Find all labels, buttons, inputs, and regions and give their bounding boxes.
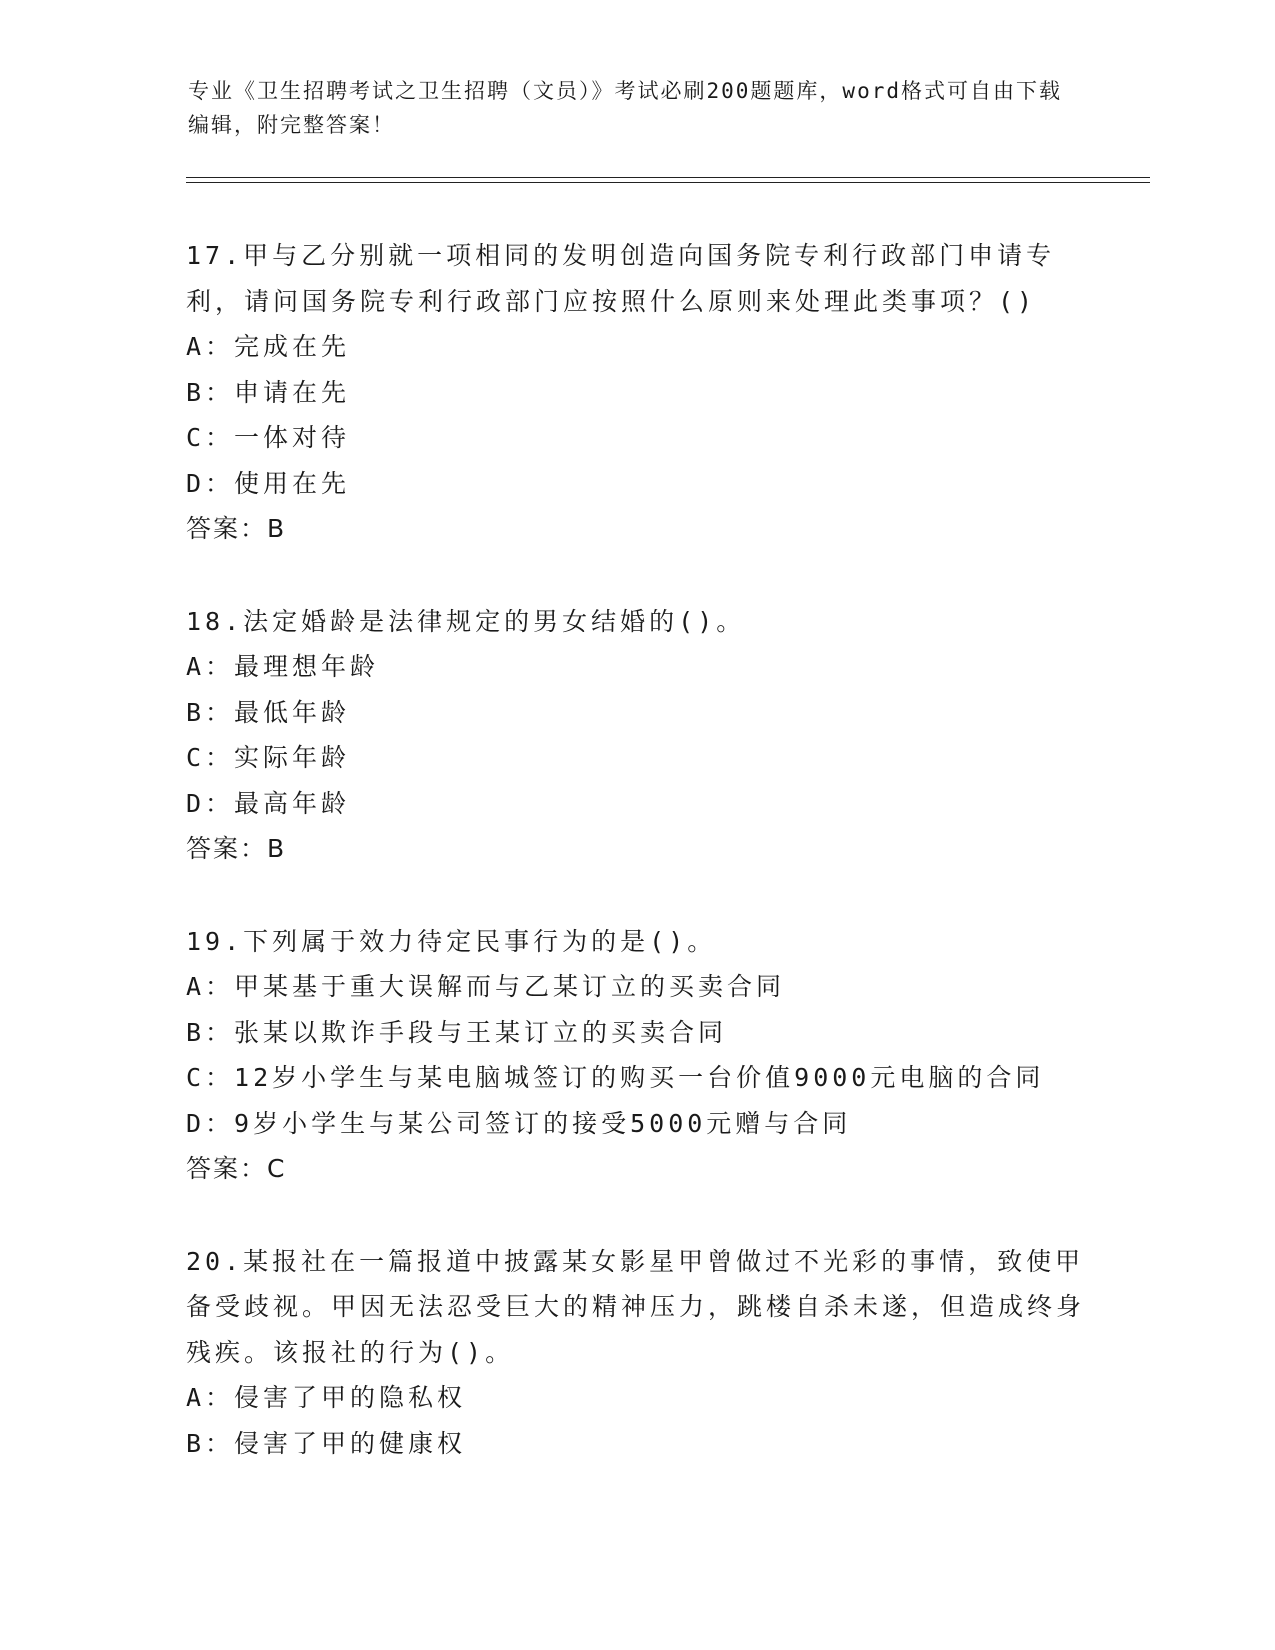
header-divider-top xyxy=(186,177,1150,178)
option-d: D：最高年龄 xyxy=(186,788,351,818)
question-item xyxy=(186,599,1086,872)
option-d: D：使用在先 xyxy=(186,468,351,498)
header-divider-bottom xyxy=(186,182,1150,183)
option-b: B：最低年龄 xyxy=(186,697,351,727)
question-text: 20.某报社在一篇报道中披露某女影星甲曾做过不光彩的事情，致使甲备受歧视。甲因无法忍受巨大的精神压力，跳楼自杀未遂，但造成终身残疾。该报社的行为()。 xyxy=(186,1246,1086,1367)
option-d: D：9岁小学生与某公司签订的接受5000元赠与合同 xyxy=(186,1108,852,1138)
option-c: C：一体对待 xyxy=(186,423,351,452)
option-a: A：侵害了甲的隐私权 xyxy=(186,1383,467,1412)
question-text: 17.甲与乙分别就一项相同的发明创造向国务院专利行政部门申请专利，请问国务院专利行政部门应按照什么原则来处理此类事项？() xyxy=(186,241,1056,316)
option-a: A：甲某基于重大误解而与乙某订立的买卖合同 xyxy=(186,972,786,1001)
option-b: B：张某以欺诈手段与王某订立的买卖合同 xyxy=(186,1017,728,1047)
header-intro-text: 专业《卫生招聘考试之卫生招聘（文员）》考试必刷200题题库，word格式可自由下载编辑，附完整答案！ xyxy=(188,79,1062,137)
question-text: 19.下列属于效力待定民事行为的是()。 xyxy=(186,926,717,956)
option-a: A：最理想年龄 xyxy=(186,652,380,681)
question-item xyxy=(186,919,1086,1192)
question-text: 18.法定婚龄是法律规定的男女结婚的()。 xyxy=(186,606,746,636)
answer-line: 答案：C xyxy=(186,1154,287,1183)
option-a: A：完成在先 xyxy=(186,332,351,361)
answer-line: 答案：B xyxy=(186,834,287,863)
option-b: B：申请在先 xyxy=(186,377,351,407)
answer-line: 答案：B xyxy=(186,514,287,543)
document-header xyxy=(188,74,1078,142)
question-item xyxy=(186,1239,1086,1467)
option-c: C：12岁小学生与某电脑城签订的购买一台价值9000元电脑的合同 xyxy=(186,1063,1045,1092)
option-b: B：侵害了甲的健康权 xyxy=(186,1428,467,1458)
question-item xyxy=(186,233,1086,552)
option-c: C：实际年龄 xyxy=(186,743,351,772)
question-list xyxy=(186,233,1086,1513)
